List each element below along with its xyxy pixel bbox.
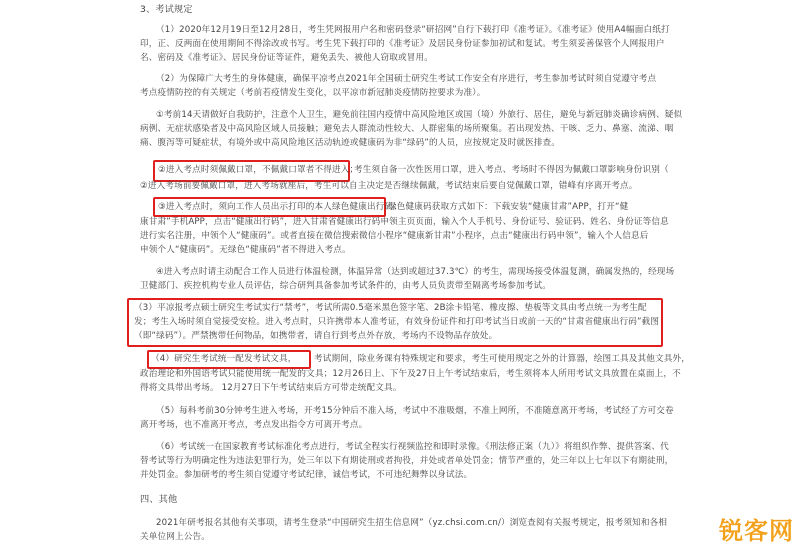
para-10-line-2: 替考试等行为明确定性为违法犯罪行为，处三年以下有期徒刑或者拘役，并处或者单处罚金；情节严重的，处三年以上七年以下有期徒刑，: [140, 456, 674, 466]
para-8-line-1-rest: 考试期间，除业务课有特殊规定和要求，考生可使用规定之外的计算器，绘图工具及其他文具外，: [314, 354, 690, 364]
para-5-line-1-rest: 绿色健康码获取方式如下：下载安装“健康甘肃”APP，打开“健: [388, 202, 629, 212]
para-9-line-2: 离开考场，也不准离开考点，考点发出指令方可离开考点。: [140, 420, 368, 430]
para-8-highlight: （4）研究生考试统一配发考试文具，: [151, 354, 297, 364]
section3-heading: 3、考试规定: [140, 4, 193, 15]
para-4-line-1-rest: 考生须自备一次性医用口罩，进入考点、考场时不得因为佩戴口罩影响身份识别（: [354, 165, 669, 175]
para-11-line-1: 2021年研考报名其他有关事项，请考生登录“中国研究生招生信息网”（yz.chsi.com.cn/）浏览查阅有关报考规定，报考须知和各相: [156, 518, 668, 528]
para-10-line-3: 并处罚金。参加研考的考生须自觉遵守考试纪律，诚信考试，不可违纪舞弊以身试法。: [140, 470, 473, 480]
para-11-line-2: 关单位网上公告。: [140, 532, 210, 542]
para-1-line-1: （1）2020年12月19日至12月28日，考生凭网报用户名和密码登录“研招网”自行下载打印《准考证》。《准考证》使用A4幅面白纸打: [156, 25, 670, 35]
para-6-line-2: 卫健部门、疾控机构专业人员评估，综合研判具备参加考试条件的，由考人员负责带至隔离考场参加考试。: [140, 281, 551, 291]
para-5-line-2: 康甘肃”手机APP，点击“健康出行码”，进入甘肃省健康出行码申领主页页面，输入个人手机号、身份证号、验证码、姓名、身份证等信息: [140, 217, 669, 227]
para-2-line-1: （2）为保障广大考生的身体健康，确保平凉考点2021年全国硕士研究生考试工作安全有序进行，考生参加考试时须自觉遵守考点: [156, 74, 657, 84]
para-1-line-3: 名、密码及《准考证》、居民身份证等证件，避免丢失、被他人窃取或冒用。: [140, 53, 433, 63]
para-4-highlight: ②进入考点时须佩戴口罩，不佩戴口罩者不得进入；: [158, 165, 359, 175]
para-5-highlight: ③进入考点时，须向工作人员出示打印的本人绿色健康出行码；: [158, 202, 402, 212]
para-3-line-1: ①考前14天请做好自我防护，注意个人卫生，避免前往国内疫情中高风险地区或国（境）外旅行、居住，避免与新冠肺炎确诊病例、疑似: [156, 110, 683, 120]
para-3-line-2: 病例、无症状感染者及中高风险区域人员接触；避免去人群流动性较大、人群密集的场所聚集。若出现发热、干咳、乏力、鼻塞、流涕、咽: [140, 124, 674, 134]
para-7-line-3: （即“绿码”）。严禁携带任何物品，如携带者，请自行到考点外存放，考场内不设物品存放处。: [134, 331, 498, 341]
para-7-line-2: 发；考生入场时须自觉接受安检。进入考点时，只许携带本人准考证，有效身份证件和打印考试当日或前一天的“甘肃省健康出行码”截图: [134, 317, 660, 327]
para-5-line-3: 进行实名注册，申领个人“健康码”。或者直接在微信搜索微信小程序“健康新甘肃”小程序，点击“健康出行码申领”，输入个人信息后: [140, 231, 649, 241]
site-watermark: 锐客网: [719, 517, 794, 545]
para-8-line-2: 政治理论和外国语考试只能使用统一配发的文具；12月26日上、下午及27日上午考试结束后，考生须将本人所用考试文具放置在桌面上，不: [140, 369, 681, 379]
para-6-line-1: ④进入考点时请主动配合工作人员进行体温检测，体温异常（达到或超过37.3℃）的考生，需现场接受体温复测，确属发热的，经现场: [156, 267, 675, 277]
para-8-line-3: 得将文具带出考场。 12月27日下午考试结束后方可带走统配文具。: [140, 383, 402, 393]
section4-heading: 四、其他: [140, 494, 178, 505]
para-7-line-1: （3）平凉报考点硕士研究生考试实行“禁考”，考试所需0.5毫米黑色签字笔、2B涂卡铅笔、橡皮擦、垫板等文具由考点统一为考生配: [134, 303, 647, 313]
para-9-line-1: （5）每科考前30分钟考生进入考场，开考15分钟后不准入场，考试中不准吸烟，不准上网所，不准随意离开考场，考试经了方可交卷: [156, 406, 674, 416]
para-5-line-4: 申领个人“健康码”。无绿色“健康码”者不得进入考点。: [140, 245, 351, 255]
para-3-line-3: 痛、腹泻等可疑症状，有境外或中高风险地区活动轨迹或健康码为非“绿码”的人员，应按规定及时就医排查。: [140, 138, 561, 148]
para-4-line-2: ②进入考场前要佩戴口罩，进入考场就座后，考生可以自主决定是否继续佩戴，考试结束后要自觉佩戴口罩，错峰有序离开考点。: [140, 181, 638, 191]
para-1-line-2: 印，正、反两面在使用期间不得涂改或书写。考生凭下载打印的《准考证》及居民身份证参加初试和复试。考生须妥善保管个人网报用户: [140, 39, 665, 49]
para-10-line-1: （6）考试统一在国家教育考试标准化考点进行，考试全程实行视频监控和即时录像。《刑法修正案（九）》将组织作弊、提供答案、代: [156, 442, 669, 452]
para-2-line-2: 考点疫情防控的有关规定（考前若疫情发生变化，以平凉市新冠肺炎疫情防控要求为准）。: [140, 88, 486, 98]
